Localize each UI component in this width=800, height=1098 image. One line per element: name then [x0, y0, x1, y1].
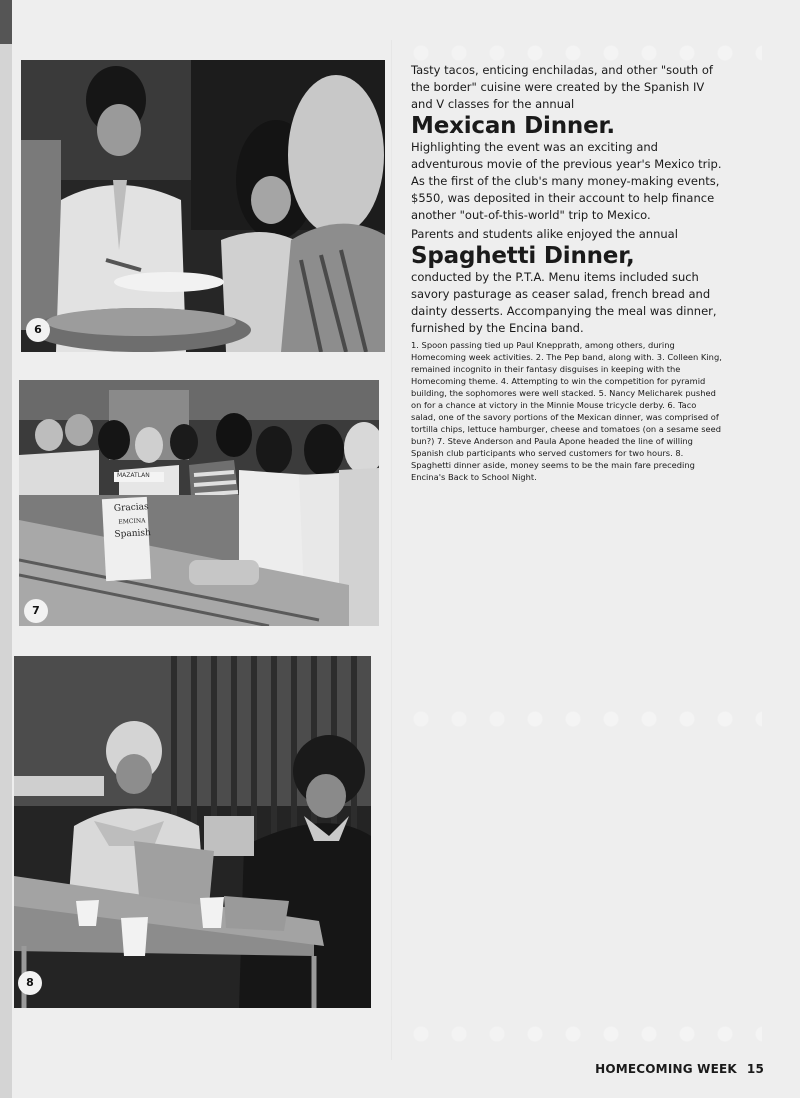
page-edge	[0, 0, 12, 1098]
photo-6-image	[21, 60, 385, 352]
photo-spanish-club-line	[19, 380, 379, 626]
photo-8-image	[14, 656, 371, 1008]
photo-number-8: 8	[18, 971, 42, 995]
mexican-dinner-story	[411, 62, 723, 224]
photo-number-7: 7	[24, 599, 48, 623]
page-footer	[595, 1062, 764, 1076]
spaghetti-dinner-heading: Spaghetti Dinner,	[411, 243, 635, 269]
film-holes-bottom	[402, 1025, 762, 1043]
page-edge-mark	[0, 0, 12, 44]
photo-captions: 1. Spoon passing tied up Paul Knepprath, among others, during Homecoming week activities. 2. The Pep band, along with. 3. Colleen King, remained incognito in their fantasy disguises in keeping with the Homecoming theme. 4. Attempting to win the competition for pyramid building, the sophomores were well stacked. 5. Nancy Melicharek pushed on for a chance at victory in the Minnie Mouse tricycle derby. 6. Taco salad, one of the savory portions of the Mexican dinner, was comprised of tortilla chips, lettuce hamburger, cheese and tomatoes (on a sesame seed bun?) 7. Steve Anderson and Paula Apone headed the line of willing Spanish club participants who served customers for two hours. 8. Spaghetti dinner aside, money seems to be the main fare preceding Encina's Back to School Night.	[411, 340, 722, 482]
photo-7-image	[19, 380, 379, 626]
gracias-sign	[110, 501, 154, 542]
sign-line-2: EMCINA	[118, 517, 146, 526]
film-holes-top	[402, 44, 762, 62]
page-number: 15	[746, 1062, 764, 1076]
footer-section-title: HOMECOMING WEEK	[595, 1062, 737, 1076]
photo-spaghetti-money	[14, 656, 371, 1008]
photo-number-6: 6	[26, 318, 50, 342]
sign-line-1: Gracias	[113, 502, 149, 514]
spaghetti-dinner-body: conducted by the P.T.A. Menu items included such savory pasturage as ceaser salad, french bread and dainty desserts. Accompanying the meal was dinner, furnished by the Encina band.	[411, 270, 717, 335]
mexican-dinner-heading: Mexican Dinner.	[411, 113, 615, 139]
photo-taco-serving	[21, 60, 385, 352]
mazatlan-banner: MAZATLAN	[117, 472, 150, 479]
spaghetti-dinner-story	[411, 226, 723, 337]
sign-line-3: Spanish	[114, 528, 152, 540]
mexican-dinner-body: Highlighting the event was an exciting and adventurous movie of the previous year's Mexico trip. As the first of the club's many money-making events, $550, was deposited in their account to help finance another "out-of-this-world" trip to Mexico.	[411, 140, 722, 222]
spaghetti-dinner-intro: Parents and students alike enjoyed the annual	[411, 227, 678, 241]
mexican-dinner-intro: Tasty tacos, enticing enchiladas, and other "south of the border" cuisine were created by the Spanish IV and V classes for the annual	[411, 63, 713, 111]
film-holes-middle	[402, 710, 762, 728]
